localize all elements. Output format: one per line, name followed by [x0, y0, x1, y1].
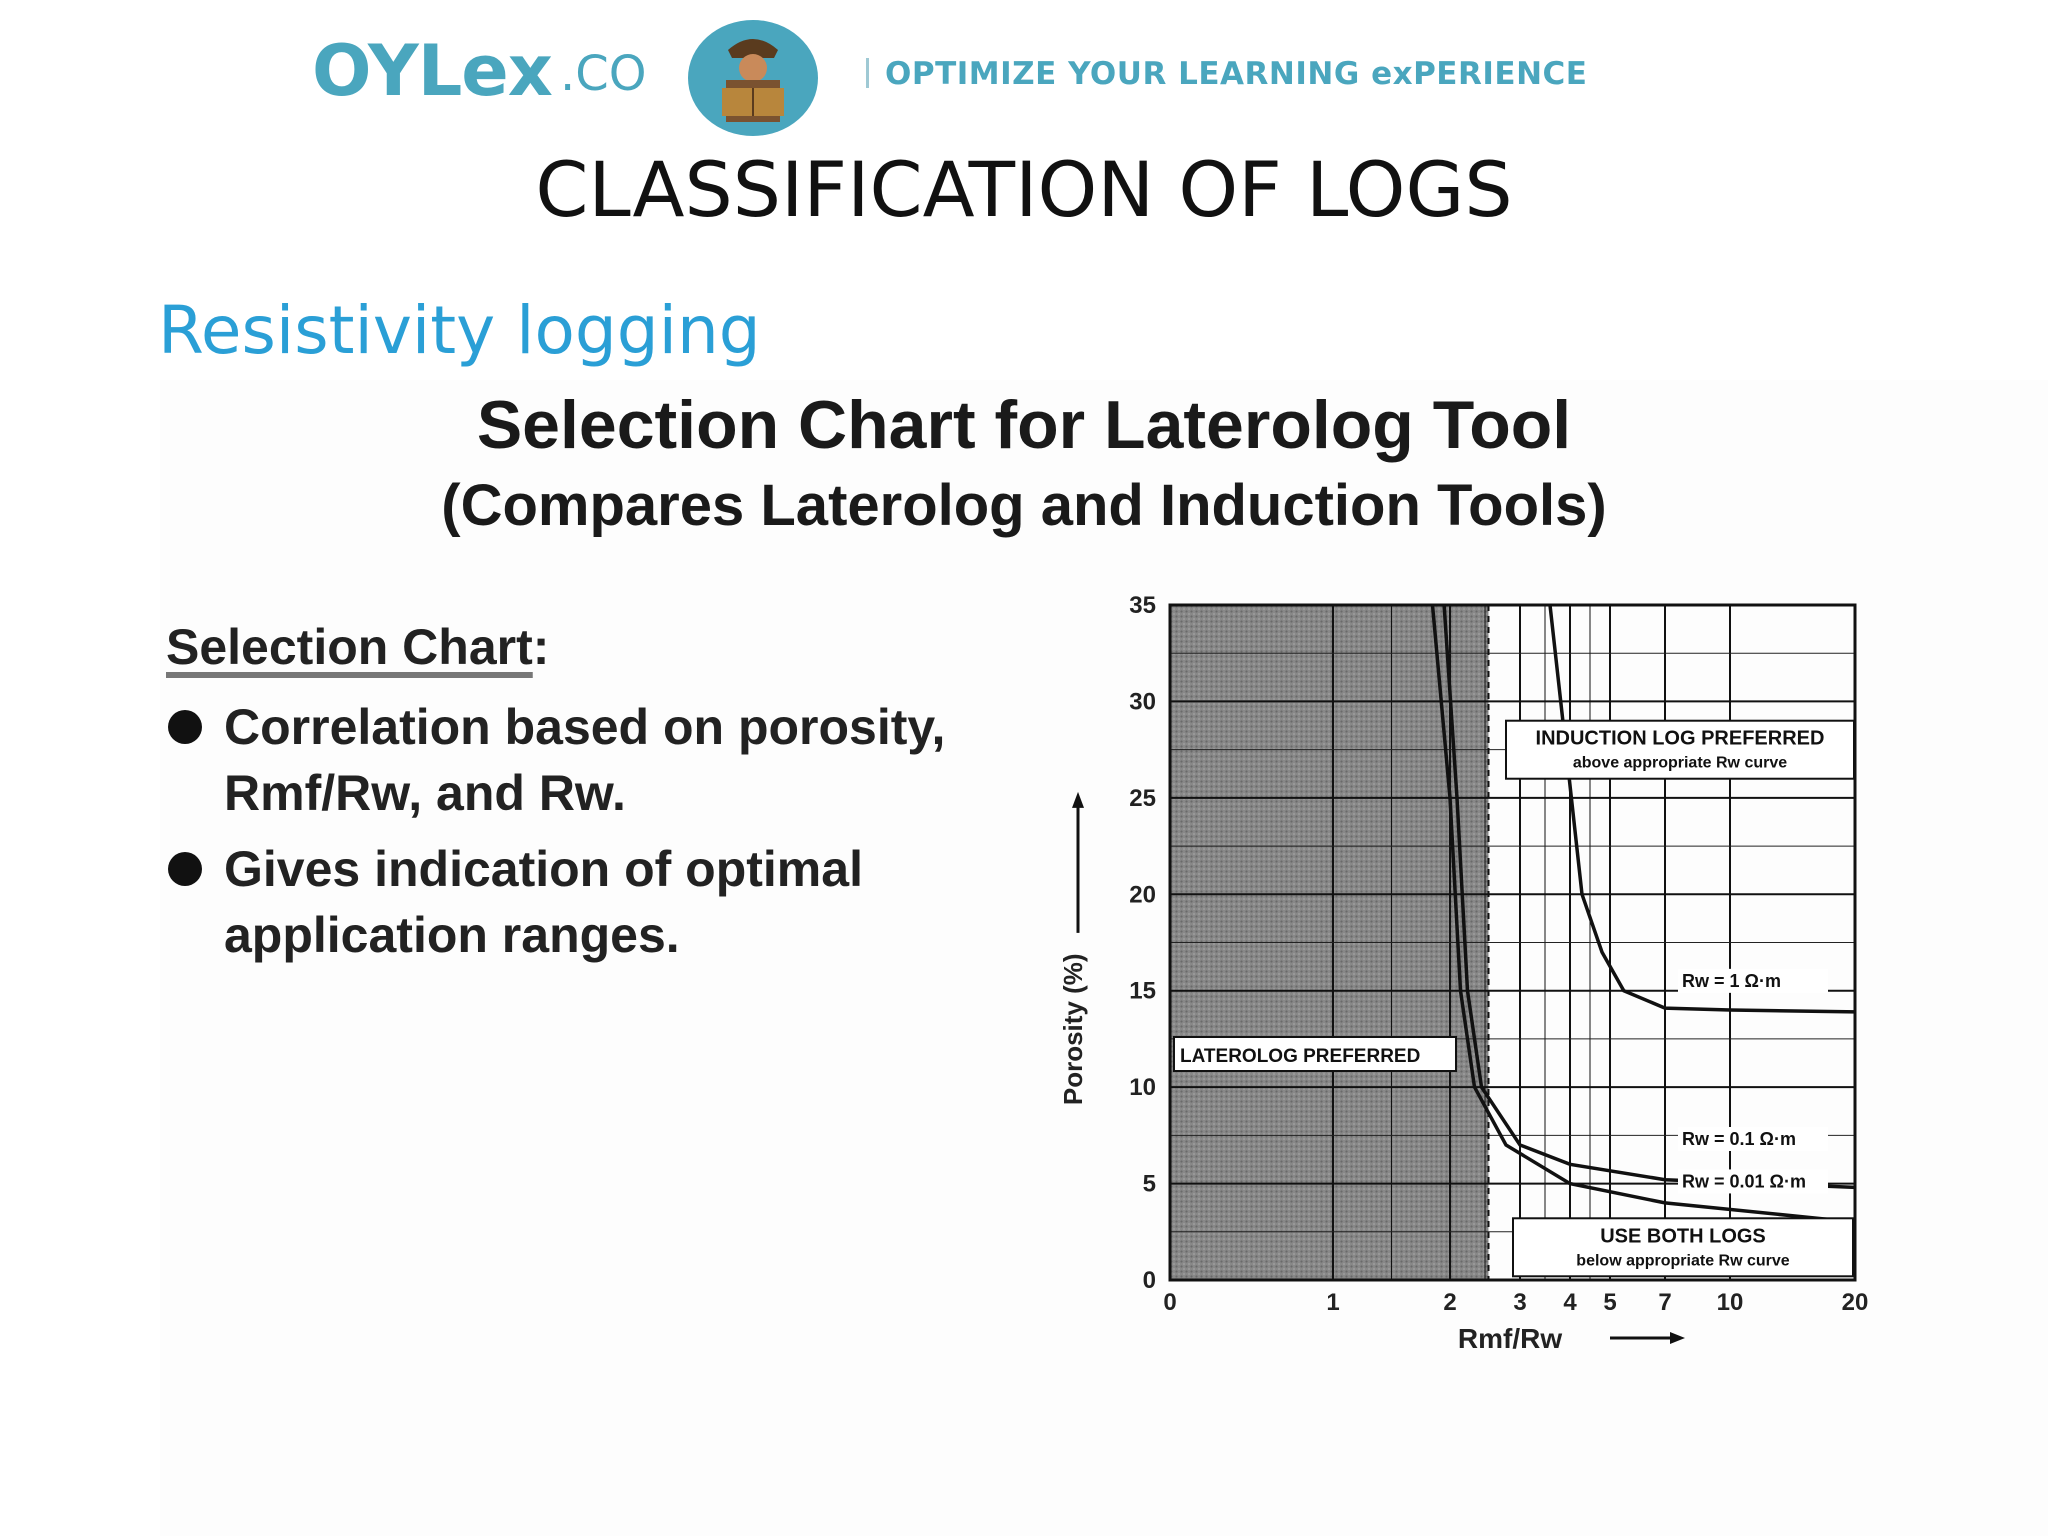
- mascot-reader-icon: [688, 18, 818, 138]
- use-both-sublabel: below appropriate Rw curve: [1576, 1252, 1790, 1270]
- x-tick-label: 0: [1163, 1289, 1177, 1316]
- induction-label: INDUCTION LOG PREFERRED: [1535, 727, 1825, 750]
- x-axis-label: Rmf/Rw: [1457, 1323, 1563, 1354]
- y-tick-label: 30: [1129, 688, 1156, 716]
- selection-title-colon: :: [532, 619, 550, 675]
- header-banner: [0, 0, 2048, 150]
- y-tick-label: 0: [1142, 1267, 1156, 1294]
- bullet-dot-icon: [168, 710, 202, 744]
- selection-title: [166, 618, 549, 676]
- chart-subheading: (Compares Laterolog and Induction Tools): [441, 473, 1607, 538]
- series-line: [1550, 605, 1855, 1012]
- selection-chart: [1040, 580, 1900, 1370]
- use-both-label: USE BOTH LOGS: [1600, 1225, 1766, 1248]
- series-line: [1444, 605, 1855, 1187]
- x-tick-label: 1: [1326, 1289, 1340, 1316]
- induction-sublabel: above appropriate Rw curve: [1572, 754, 1788, 772]
- x-tick-label: 3: [1513, 1289, 1527, 1316]
- chart-heading: Selection Chart for Laterolog Tool: [476, 387, 1572, 463]
- page-title: CLASSIFICATION OF LOGS: [535, 145, 1513, 234]
- y-tick-label: 5: [1142, 1170, 1156, 1198]
- tagline-divider: [866, 58, 869, 88]
- y-tick-label: 15: [1129, 977, 1156, 1005]
- x-tick-label: 7: [1658, 1289, 1672, 1316]
- curve-label: Rw = 1 Ω·m: [1682, 970, 1781, 991]
- y-tick-label: 10: [1129, 1074, 1156, 1102]
- x-tick-label: 5: [1603, 1289, 1617, 1316]
- bullet-text: Correlation based on porosity, Rmf/Rw, and Rw.: [224, 699, 946, 821]
- x-tick-label: 20: [1841, 1289, 1869, 1316]
- x-tick-label: 2: [1443, 1289, 1457, 1316]
- curve-label: Rw = 0.01 Ω·m: [1682, 1171, 1806, 1192]
- y-axis-arrow-head-icon: [1072, 792, 1084, 808]
- laterolog-label: LATEROLOG PREFERRED: [1180, 1046, 1421, 1067]
- x-axis-arrow-head-icon: [1670, 1332, 1685, 1344]
- y-tick-label: 25: [1129, 784, 1156, 812]
- tagline: OPTIMIZE YOUR LEARNING exPERIENCE: [885, 56, 1588, 92]
- bullet-dot-icon: [168, 852, 202, 886]
- y-tick-label: 35: [1129, 592, 1156, 619]
- logo-text: OYLex: [312, 30, 552, 112]
- bullet-text: Gives indication of optimal application ranges.: [224, 841, 863, 963]
- curve-label: Rw = 0.1 Ω·m: [1682, 1129, 1796, 1149]
- x-tick-label: 10: [1716, 1289, 1744, 1316]
- y-axis-label: Porosity (%): [1058, 953, 1088, 1106]
- x-tick-label: 4: [1563, 1289, 1577, 1316]
- y-tick-label: 20: [1129, 881, 1156, 909]
- selection-title-text: Selection Chart: [166, 619, 533, 675]
- logo-suffix: .CO: [560, 46, 647, 102]
- section-subtitle: Resistivity logging: [158, 292, 761, 369]
